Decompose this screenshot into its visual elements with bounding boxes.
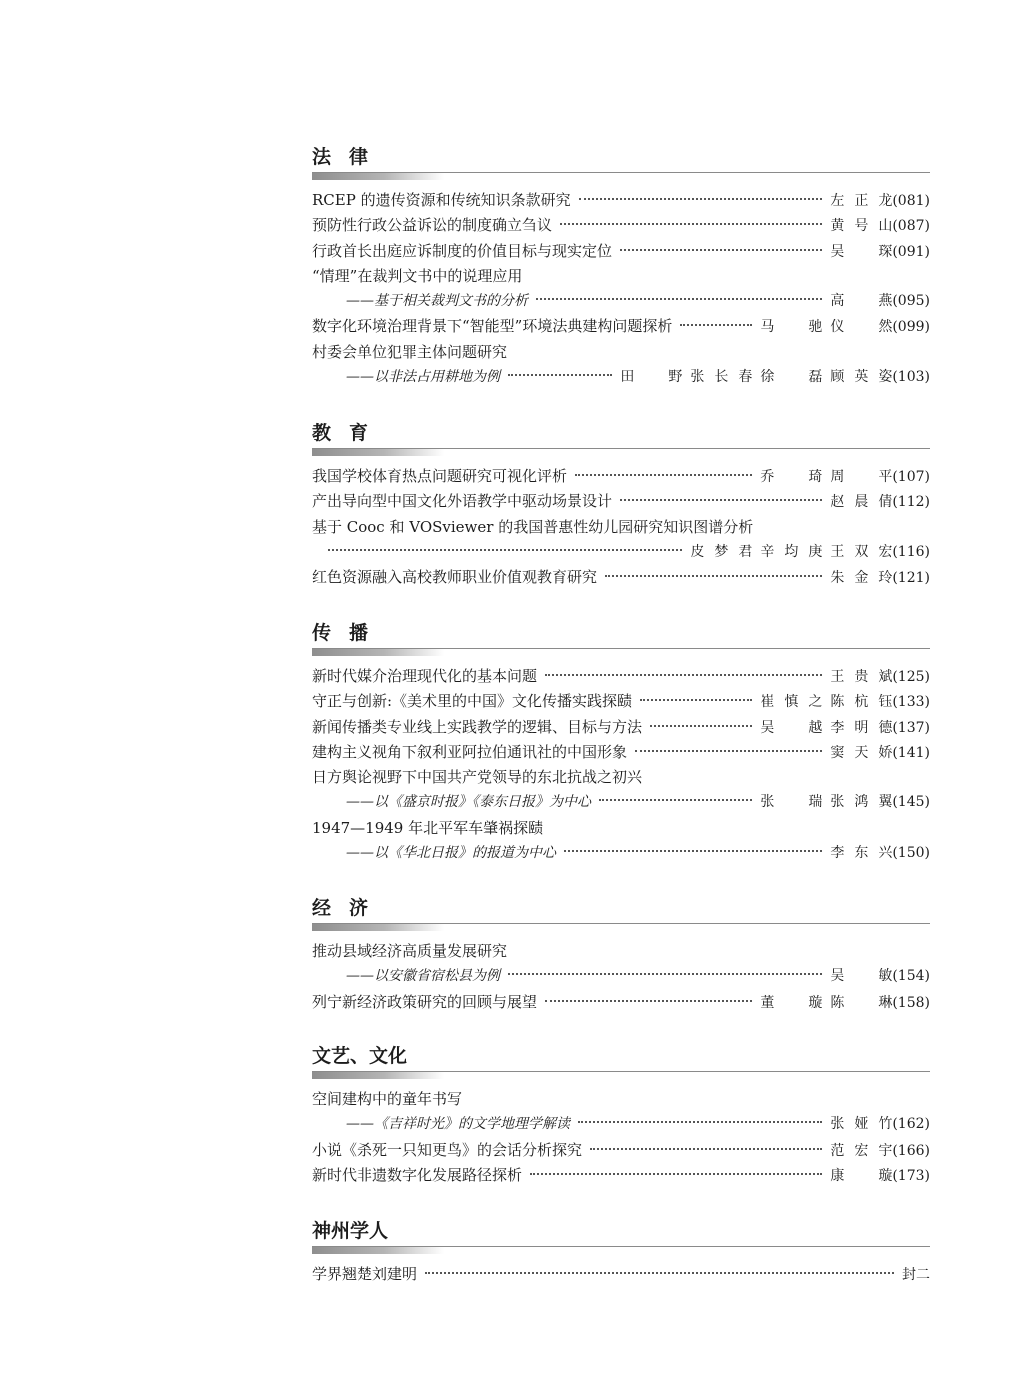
toc-entry[interactable] (312, 340, 930, 365)
article-title: 新时代非遗数字化发展路径探析 (312, 1165, 523, 1184)
author-list (830, 1164, 892, 1189)
dot-leader (599, 799, 752, 801)
article-title: 基于 Cooc 和 VOSviewer 的我国普惠性幼儿园研究知识图谱分析 (312, 517, 754, 536)
toc-entry[interactable] (312, 1163, 930, 1188)
author-name: 辛均庚 (760, 543, 823, 560)
dot-leader (590, 1148, 822, 1150)
author-list (760, 716, 892, 741)
page-number: (137) (892, 719, 930, 736)
author-list (830, 189, 892, 214)
toc-section (312, 896, 930, 1015)
article-title: 列宁新经济政策研究的回顾与展望 (312, 992, 538, 1011)
author-list (760, 790, 892, 815)
page-number: (091) (892, 243, 930, 260)
article-title: 推动县域经济高质量发展研究 (312, 942, 508, 960)
author-list (830, 289, 892, 314)
dot-leader (620, 249, 822, 251)
page-number: (162) (892, 1116, 930, 1133)
author-name: 王双宏 (830, 543, 893, 560)
article-subtitle: ——以《华北日报》的报道为中心 (346, 845, 556, 862)
author-name: 徐 磊 (760, 369, 823, 386)
author-list (690, 540, 892, 565)
author-name: 张娅竹 (830, 1116, 893, 1133)
article-title: 新时代媒介治理现代化的基本问题 (312, 667, 538, 685)
author-name: 吴 敏 (830, 968, 893, 985)
page-number: (087) (892, 218, 930, 235)
article-title: 预防性行政公益诉讼的制度确立刍议 (312, 216, 553, 235)
article-subtitle: ——以《盛京时报》《泰东日报》为中心 (346, 794, 591, 811)
article-title: 1947—1949 年北平军车肇祸探赜 (312, 818, 544, 837)
author-list (760, 991, 892, 1016)
page-number: (141) (892, 744, 930, 761)
author-name: 朱金玲 (830, 570, 893, 587)
section-divider (312, 1246, 930, 1256)
dot-leader (508, 374, 612, 376)
article-title: 产出导向型中国文化外语教学中驱动场景设计 (312, 492, 613, 511)
author-list (830, 1112, 892, 1137)
page-number: (121) (892, 570, 930, 587)
author-list (830, 741, 892, 766)
page-number: (150) (892, 845, 930, 862)
article-subtitle: ——以非法占用耕地为例 (346, 369, 500, 386)
page-number: (133) (892, 694, 930, 711)
dot-leader (425, 1272, 894, 1274)
author-list (760, 465, 892, 490)
author-name: 张鸿翼 (830, 794, 893, 811)
author-name: 康 璇 (830, 1167, 893, 1184)
toc-entry[interactable] (312, 740, 930, 765)
dot-leader (578, 1121, 822, 1123)
author-list (830, 566, 892, 591)
toc-entry[interactable] (312, 715, 930, 740)
toc-subtitle-row[interactable] (312, 841, 930, 866)
dot-leader (530, 1173, 822, 1175)
entry-list (312, 1262, 930, 1287)
article-subtitle: ——《吉祥时光》的文学地理学解读 (346, 1116, 570, 1133)
section-title: 文艺、文化 (312, 1045, 408, 1067)
article-title: 空间建构中的童年书写 (312, 1090, 463, 1108)
article-title: 村委会单位犯罪主体问题研究 (312, 342, 508, 361)
toc-subtitle-row[interactable] (312, 365, 930, 390)
section-title: 传 播 (312, 622, 369, 644)
toc-entry[interactable] (312, 816, 930, 841)
dot-leader (545, 674, 822, 676)
page-number: (107) (892, 469, 930, 485)
author-name: 高 燕 (830, 293, 893, 310)
toc-section (312, 421, 930, 590)
toc-entry[interactable] (312, 213, 930, 238)
author-name: 赵晨倩 (830, 494, 893, 511)
dot-leader (545, 1000, 752, 1002)
dot-leader (575, 474, 752, 476)
page-number: (095) (892, 293, 930, 310)
dot-leader (650, 725, 752, 727)
author-list (830, 214, 892, 239)
author-name: 范宏宇 (830, 1142, 893, 1159)
toc-subtitle-row[interactable] (312, 790, 930, 815)
toc-entry[interactable] (312, 515, 930, 540)
section-divider (312, 1071, 930, 1081)
toc-entry[interactable] (312, 765, 930, 790)
page-number: (103) (892, 369, 930, 386)
author-name: 董 璇 (760, 994, 823, 1011)
page-number: (166) (892, 1142, 930, 1159)
entry-list (312, 464, 930, 590)
toc-entry[interactable] (312, 314, 930, 339)
page-number: (112) (892, 494, 930, 511)
article-title: 小说《杀死一只知更鸟》的会话分析探究 (312, 1140, 583, 1159)
toc-entry[interactable] (312, 689, 930, 714)
toc-entry[interactable] (312, 239, 930, 264)
toc-entry[interactable] (312, 664, 930, 689)
toc-entry[interactable] (312, 489, 930, 514)
author-name: 马 驰 (760, 319, 823, 336)
author-name: 皮梦君 (690, 543, 753, 560)
toc-entry[interactable] (312, 264, 930, 289)
author-list (830, 665, 892, 690)
author-name: 顾英姿 (830, 369, 893, 386)
page-number: (158) (892, 994, 930, 1011)
author-list (760, 315, 892, 340)
author-list (830, 490, 892, 515)
dot-leader (620, 499, 822, 501)
section-title: 经 济 (312, 897, 369, 919)
dot-leader (640, 699, 752, 701)
toc-entry[interactable] (312, 1138, 930, 1163)
toc-section (312, 145, 930, 390)
author-list (620, 365, 892, 390)
author-name: 黄号山 (830, 218, 893, 235)
article-title: 学界翘楚刘建明 (312, 1265, 418, 1283)
page-number: (081) (892, 193, 930, 209)
author-name: 田 野 (620, 369, 683, 386)
section-title: 神州学人 (312, 1220, 389, 1242)
author-list (760, 690, 892, 715)
toc-entry[interactable] (312, 990, 930, 1015)
dot-leader (508, 973, 822, 975)
article-title: 建构主义视角下叙利亚阿拉伯通讯社的中国形象 (312, 742, 628, 761)
author-list (830, 1139, 892, 1164)
entry-list (312, 664, 930, 866)
author-name: 陈 琳 (830, 994, 893, 1011)
dot-leader (579, 198, 823, 200)
author-name: 崔慎之 (760, 694, 823, 711)
dot-leader (635, 750, 822, 752)
page-number: (145) (892, 794, 930, 811)
toc-entry[interactable] (312, 1262, 930, 1287)
page-number: (154) (892, 968, 930, 985)
article-title: 数字化环境治理背景下“智能型”环境法典建构问题探析 (312, 317, 673, 336)
toc-section (312, 1044, 930, 1188)
article-subtitle: ——以安徽省宿松县为例 (346, 968, 500, 985)
toc-entry[interactable] (312, 1087, 930, 1112)
toc-entry[interactable] (312, 188, 930, 213)
article-title: 行政首长出庭应诉制度的价值目标与现实定位 (312, 241, 613, 260)
entry-list (312, 939, 930, 1015)
dot-leader (536, 298, 822, 300)
dot-leader (564, 850, 822, 852)
author-name: 窦天娇 (830, 744, 893, 761)
article-title: 新闻传播类专业线上实践教学的逻辑、目标与方法 (312, 717, 643, 736)
dot-leader (560, 223, 822, 225)
article-title: “情理”在裁判文书中的说理应用 (312, 266, 523, 285)
toc-entry[interactable] (312, 464, 930, 489)
author-name: 王贵斌 (830, 669, 893, 685)
toc-entry[interactable] (312, 565, 930, 590)
page-number: (173) (892, 1167, 930, 1184)
dot-leader (328, 549, 682, 551)
entry-list (312, 1087, 930, 1188)
dot-leader (605, 575, 822, 577)
article-title: 守正与创新:《美术里的中国》文化传播实践探赜 (312, 692, 633, 711)
section-title: 法 律 (312, 146, 369, 168)
toc-section (312, 621, 930, 866)
article-title: 我国学校体育热点问题研究可视化评析 (312, 467, 568, 485)
toc-subtitle-row[interactable] (312, 964, 930, 989)
section-divider (312, 448, 930, 458)
article-title: 红色资源融入高校教师职业价值观教育研究 (312, 568, 598, 587)
dot-leader (680, 324, 752, 326)
author-list (830, 964, 892, 989)
author-name: 乔 琦 (760, 469, 823, 485)
author-name: 李明德 (830, 719, 893, 736)
article-title: RCEP 的遗传资源和传统知识条款研究 (312, 191, 571, 209)
toc-section (312, 1219, 930, 1287)
page-number: (125) (892, 669, 930, 685)
author-name: 左正龙 (830, 193, 893, 209)
article-subtitle: ——基于相关裁判文书的分析 (346, 293, 528, 310)
author-list (830, 841, 892, 866)
toc-entry[interactable] (312, 939, 930, 964)
author-name: 吴 越 (760, 719, 823, 736)
toc-subtitle-row[interactable] (312, 289, 930, 314)
page-number: (099) (892, 319, 930, 336)
author-name: 张长春 (690, 369, 753, 386)
author-name: 张 瑞 (760, 794, 823, 811)
author-list (830, 240, 892, 265)
section-divider (312, 648, 930, 658)
section-title: 教 育 (312, 422, 369, 444)
author-name: 陈杭钰 (830, 694, 893, 711)
author-name: 仪 然 (830, 319, 893, 336)
article-title: 日方舆论视野下中国共产党领导的东北抗战之初兴 (312, 768, 643, 787)
author-name: 吴 琛 (830, 243, 893, 260)
toc-subtitle-row[interactable] (312, 1112, 930, 1137)
toc-entry[interactable] (312, 540, 930, 565)
section-divider (312, 923, 930, 933)
page-number: 封二 (902, 1267, 930, 1283)
page-number: (116) (892, 543, 930, 560)
entry-list (312, 188, 930, 390)
author-name: 李东兴 (830, 845, 893, 862)
author-name: 周 平 (830, 469, 893, 485)
section-divider (312, 172, 930, 182)
